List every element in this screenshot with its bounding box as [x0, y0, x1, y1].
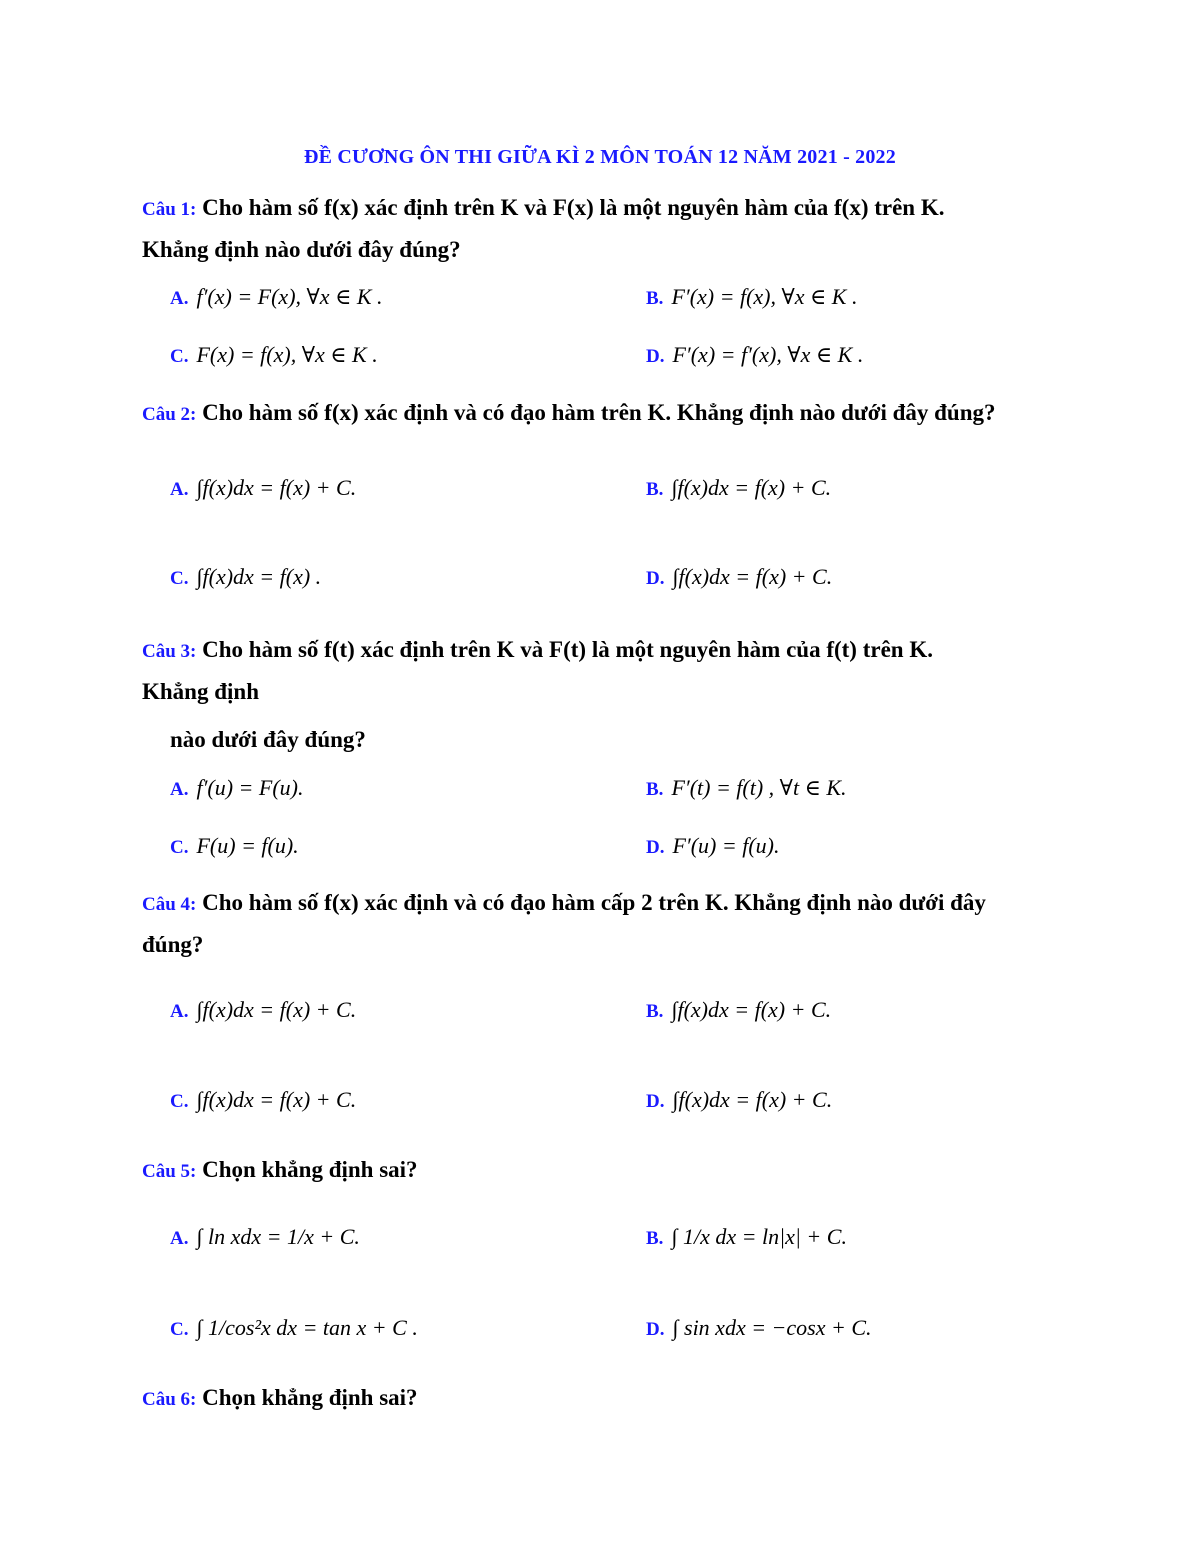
option-d — [646, 1313, 872, 1345]
option-b — [646, 773, 847, 805]
option-a — [170, 282, 383, 314]
page-title: ĐỀ CƯƠNG ÔN THI GIỮA KÌ 2 MÔN TOÁN 12 NĂM 2021 - 2022 — [304, 146, 896, 168]
option-expr: ∫f(x)dx = f(x) + C. — [672, 1087, 833, 1112]
option-expr: f′(u) = F(u). — [196, 775, 304, 800]
option-expr: ∫ 1/x dx = ln|x| + C. — [671, 1224, 847, 1249]
question-3 — [142, 630, 1062, 760]
option-expr: ∫f(x)dx = f(x) + C. — [196, 997, 357, 1022]
option-expr: ∫f(x)dx = f(x) . — [196, 564, 322, 589]
question-text: Cho hàm số f(x) xác định và có đạo hàm trên K. Khẳng định nào dưới đây đúng? — [202, 400, 996, 425]
question-text: Cho hàm số f(x) xác định và có đạo hàm cấp 2 trên K. Khẳng định nào dưới đây — [202, 890, 986, 915]
option-letter: C. — [170, 568, 189, 589]
option-d — [646, 1085, 832, 1117]
question-1 — [142, 188, 1062, 270]
option-a — [170, 773, 304, 805]
option-d — [646, 340, 863, 372]
option-b — [646, 995, 831, 1027]
question-text-cont: đúng? — [142, 932, 204, 957]
question-label: Câu 5: — [142, 1161, 197, 1182]
option-a — [170, 473, 356, 505]
option-expr: ∫f(x)dx = f(x) + C. — [196, 475, 357, 500]
question-label: Câu 4: — [142, 894, 197, 915]
option-letter: A. — [170, 779, 189, 800]
option-letter: C. — [170, 837, 189, 858]
option-b — [646, 1222, 847, 1254]
option-letter: B. — [646, 1001, 664, 1022]
option-expr: ∫f(x)dx = f(x) + C. — [672, 564, 833, 589]
option-expr: F′(x) = f(x), ∀x ∈ K . — [671, 284, 858, 309]
question-text-cont2: nào dưới đây đúng? — [170, 727, 366, 752]
question-label: Câu 1: — [142, 199, 197, 220]
option-expr: ∫ sin xdx = −cosx + C. — [672, 1315, 872, 1340]
option-b — [646, 473, 831, 505]
option-letter: A. — [170, 288, 189, 309]
option-letter: B. — [646, 1228, 664, 1249]
question-text-cont: Khẳng định nào dưới đây đúng? — [142, 237, 461, 262]
question-text: Chọn khẳng định sai? — [202, 1157, 418, 1182]
option-expr: F(x) = f(x), ∀x ∈ K . — [196, 342, 378, 367]
option-letter: C. — [170, 1319, 189, 1340]
option-expr: ∫ 1/cos²x dx = tan x + C . — [196, 1315, 418, 1340]
option-expr: F′(t) = f(t) , ∀t ∈ K. — [671, 775, 847, 800]
option-expr: f′(x) = F(x), ∀x ∈ K . — [196, 284, 383, 309]
option-letter: C. — [170, 346, 189, 367]
option-a — [170, 1222, 360, 1254]
option-expr: F(u) = f(u). — [196, 833, 299, 858]
option-c — [170, 831, 299, 863]
option-expr: F′(u) = f(u). — [672, 833, 780, 858]
question-6 — [142, 1378, 1062, 1420]
option-letter: C. — [170, 1091, 189, 1112]
question-label: Câu 6: — [142, 1389, 197, 1410]
option-c — [170, 1313, 418, 1345]
option-d — [646, 562, 832, 594]
option-c — [170, 340, 378, 372]
option-letter: D. — [646, 346, 665, 367]
option-d — [646, 831, 780, 863]
question-text: Cho hàm số f(x) xác định trên K và F(x) là một nguyên hàm của f(x) trên K. — [202, 195, 945, 220]
option-letter: B. — [646, 479, 664, 500]
question-2 — [142, 393, 1062, 435]
option-c — [170, 562, 321, 594]
option-letter: B. — [646, 779, 664, 800]
question-5 — [142, 1150, 1062, 1192]
option-expr: ∫f(x)dx = f(x) + C. — [671, 475, 832, 500]
option-letter: A. — [170, 1228, 189, 1249]
question-text-cont: Khẳng định — [142, 679, 259, 704]
option-letter: D. — [646, 1091, 665, 1112]
option-c — [170, 1085, 356, 1117]
option-letter: D. — [646, 568, 665, 589]
option-a — [170, 995, 356, 1027]
option-expr: ∫ ln xdx = 1/x + C. — [196, 1224, 360, 1249]
question-text: Cho hàm số f(t) xác định trên K và F(t) là một nguyên hàm của f(t) trên K. — [202, 637, 933, 662]
option-letter: A. — [170, 1001, 189, 1022]
option-letter: B. — [646, 288, 664, 309]
question-4 — [142, 883, 1062, 965]
option-letter: D. — [646, 837, 665, 858]
option-expr: F′(x) = f′(x), ∀x ∈ K . — [672, 342, 864, 367]
question-text: Chọn khẳng định sai? — [202, 1385, 418, 1410]
question-label: Câu 3: — [142, 641, 197, 662]
option-expr: ∫f(x)dx = f(x) + C. — [196, 1087, 357, 1112]
option-expr: ∫f(x)dx = f(x) + C. — [671, 997, 832, 1022]
option-letter: D. — [646, 1319, 665, 1340]
question-label: Câu 2: — [142, 404, 197, 425]
option-b — [646, 282, 857, 314]
option-letter: A. — [170, 479, 189, 500]
